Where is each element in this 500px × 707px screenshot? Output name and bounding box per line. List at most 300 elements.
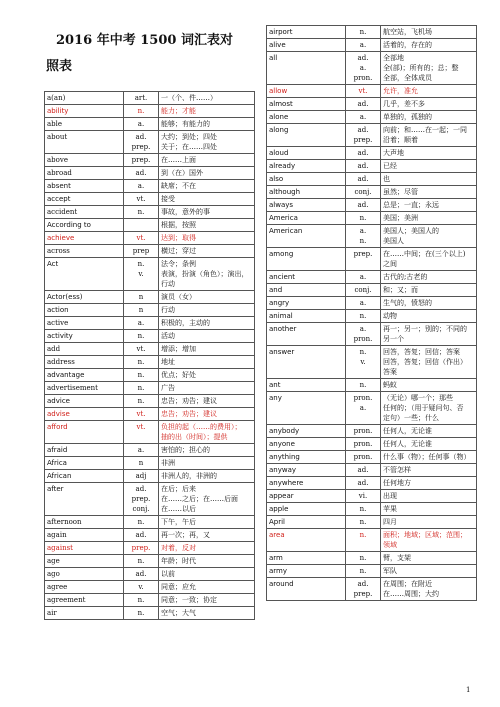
- meaning-line: 根据，按照: [161, 221, 196, 229]
- pos-cell: [124, 167, 159, 180]
- word-cell: American: [267, 225, 346, 248]
- pos-line: a.: [359, 227, 367, 235]
- word-cell: after: [45, 483, 124, 516]
- word-cell: among: [267, 248, 346, 271]
- meaning-line: 再一；另一；别的；不同的: [383, 325, 467, 333]
- meaning-line: 大声地: [383, 149, 404, 157]
- vocabulary-table-right: [266, 25, 477, 601]
- pos-cell: [346, 199, 381, 212]
- meaning-line: 在……以后: [161, 505, 196, 513]
- meaning-cell: [159, 382, 255, 395]
- meaning-cell: [381, 271, 477, 284]
- pos-cell: [346, 284, 381, 297]
- meaning-line: 到（在）国外: [161, 169, 203, 177]
- word-cell: apple: [267, 503, 346, 516]
- word-cell: a(an): [45, 92, 124, 105]
- pos-line: n.: [359, 505, 367, 513]
- meaning-line: 全部，全体成员: [383, 74, 432, 82]
- meaning-cell: [159, 369, 255, 382]
- word-cell: address: [45, 356, 124, 369]
- pos-cell: [346, 425, 381, 438]
- table-row: [267, 124, 477, 147]
- meaning-line: 答案: [383, 368, 397, 376]
- pos-line: vi.: [358, 492, 368, 500]
- pos-cell: [124, 92, 159, 105]
- table-row: [45, 594, 255, 607]
- meaning-line: 忠告；劝告；建议: [161, 397, 217, 405]
- meaning-line: 和；又；而: [383, 286, 418, 294]
- table-row: [267, 52, 477, 85]
- title-line-2: 照表: [46, 59, 73, 74]
- meaning-line: 行动: [161, 306, 175, 314]
- pos-line: pron.: [353, 335, 373, 343]
- meaning-line: 下午，午后: [161, 518, 196, 526]
- pos-cell: [346, 85, 381, 98]
- word-cell: ant: [267, 379, 346, 392]
- table-row: [45, 317, 255, 330]
- pos-line: pron.: [353, 74, 373, 82]
- word-cell: advise: [45, 408, 124, 421]
- meaning-line: 航空站，飞机场: [383, 28, 432, 36]
- word-cell: about: [45, 131, 124, 154]
- pos-cell: [124, 118, 159, 131]
- meaning-line: 另一个: [383, 335, 404, 343]
- meaning-line: 出现: [383, 492, 397, 500]
- meaning-line: 对着，反对: [161, 544, 196, 552]
- meaning-cell: [381, 578, 477, 601]
- pos-line: ad.: [357, 126, 369, 134]
- meaning-line: 大约；到处；四处: [161, 133, 217, 141]
- pos-line: v.: [360, 358, 366, 366]
- table-row: [45, 105, 255, 118]
- meaning-line: 达到；取得: [161, 234, 196, 242]
- meaning-cell: [159, 330, 255, 343]
- meaning-line: 面积；地域；区域；范围；: [383, 531, 467, 539]
- table-row: [267, 199, 477, 212]
- pos-line: n: [138, 293, 144, 301]
- meaning-line: 美国人；美国人的: [383, 227, 439, 235]
- pos-cell: [124, 369, 159, 382]
- pos-line: ad.: [135, 169, 147, 177]
- meaning-cell: [381, 425, 477, 438]
- meaning-cell: [159, 180, 255, 193]
- table-row: [267, 438, 477, 451]
- pos-line: [126, 220, 156, 230]
- meaning-line: 非洲人的，非洲的: [161, 472, 217, 480]
- table-row: [45, 180, 255, 193]
- table-row: [267, 225, 477, 248]
- meaning-cell: [159, 304, 255, 317]
- meaning-line: 在后；后来: [161, 485, 196, 493]
- pos-cell: [346, 529, 381, 552]
- word-cell: accept: [45, 193, 124, 206]
- table-row: [267, 147, 477, 160]
- table-row: [45, 193, 255, 206]
- pos-cell: [124, 483, 159, 516]
- word-cell: already: [267, 160, 346, 173]
- meaning-line: 法令；条例: [161, 260, 196, 268]
- pos-line: pron.: [353, 453, 373, 461]
- pos-line: prep.: [353, 136, 373, 144]
- pos-line: n.: [359, 348, 367, 356]
- meaning-cell: [381, 26, 477, 39]
- word-cell: area: [267, 529, 346, 552]
- word-cell: achieve: [45, 232, 124, 245]
- pos-cell: [124, 304, 159, 317]
- pos-cell: [124, 470, 159, 483]
- pos-line: n.: [359, 237, 367, 245]
- pos-line: ad.: [357, 580, 369, 588]
- table-row: [267, 451, 477, 464]
- table-row: [267, 212, 477, 225]
- pos-line: ad.: [357, 162, 369, 170]
- table-row: [45, 516, 255, 529]
- pos-cell: [124, 105, 159, 118]
- pos-cell: [346, 451, 381, 464]
- pos-line: n.: [137, 332, 145, 340]
- table-row: [45, 408, 255, 421]
- table-row: [45, 421, 255, 444]
- pos-line: a.: [359, 404, 367, 412]
- pos-line: a.: [359, 273, 367, 281]
- meaning-cell: [381, 346, 477, 379]
- meaning-line: 全(部)；所有的；总；整: [383, 64, 459, 72]
- meaning-line: 几乎，差不多: [383, 100, 425, 108]
- meaning-line: 苹果: [383, 505, 397, 513]
- table-row: [267, 98, 477, 111]
- meaning-cell: [381, 160, 477, 173]
- pos-cell: [124, 421, 159, 444]
- pos-cell: [124, 317, 159, 330]
- table-row: [45, 330, 255, 343]
- table-row: [267, 26, 477, 39]
- meaning-cell: [159, 206, 255, 219]
- pos-cell: [124, 444, 159, 457]
- meaning-line: 再一次；再，又: [161, 531, 210, 539]
- meaning-cell: [159, 529, 255, 542]
- word-cell: around: [267, 578, 346, 601]
- table-row: [45, 258, 255, 291]
- table-row: [267, 310, 477, 323]
- pos-cell: [346, 52, 381, 85]
- meaning-line: 年龄；时代: [161, 557, 196, 565]
- pos-line: n.: [359, 567, 367, 575]
- pos-line: vt.: [136, 345, 146, 353]
- pos-line: a.: [359, 64, 367, 72]
- pos-cell: [346, 297, 381, 310]
- pos-line: a.: [137, 182, 145, 190]
- pos-line: n.: [137, 557, 145, 565]
- table-row: [45, 304, 255, 317]
- meaning-cell: [381, 503, 477, 516]
- meaning-line: 表演，扮演（角色）；演出，: [161, 270, 249, 278]
- table-row: [267, 173, 477, 186]
- pos-cell: [346, 392, 381, 425]
- table-row: [267, 186, 477, 199]
- pos-line: a.: [137, 120, 145, 128]
- word-cell: agreement: [45, 594, 124, 607]
- pos-cell: [124, 343, 159, 356]
- table-row: [45, 206, 255, 219]
- pos-line: vt.: [136, 423, 146, 431]
- meaning-cell: [381, 186, 477, 199]
- meaning-line: 关于；在……四处: [161, 143, 217, 151]
- word-cell: afford: [45, 421, 124, 444]
- pos-line: prep: [132, 247, 150, 255]
- pos-cell: [124, 131, 159, 154]
- table-row: [267, 464, 477, 477]
- table-row: [45, 457, 255, 470]
- meaning-line: 事故，意外的事: [161, 208, 210, 216]
- meaning-line: 动物: [383, 312, 397, 320]
- word-cell: alone: [267, 111, 346, 124]
- pos-line: ad.: [135, 531, 147, 539]
- word-cell: accident: [45, 206, 124, 219]
- pos-line: a.: [137, 446, 145, 454]
- word-cell: animal: [267, 310, 346, 323]
- meaning-line: 优点；好处: [161, 371, 196, 379]
- meaning-line: 定句）一些；什么: [383, 414, 439, 422]
- meaning-line: 在……中间；在(三个以上): [383, 250, 466, 258]
- table-row: [45, 219, 255, 232]
- meaning-cell: [159, 131, 255, 154]
- pos-cell: [124, 457, 159, 470]
- pos-line: art.: [134, 94, 148, 102]
- table-row: [267, 516, 477, 529]
- pos-line: n.: [137, 596, 145, 604]
- pos-line: n.: [137, 208, 145, 216]
- table-row: [267, 284, 477, 297]
- table-row: [267, 425, 477, 438]
- word-cell: anyway: [267, 464, 346, 477]
- table-row: [45, 607, 255, 620]
- meaning-cell: [381, 173, 477, 186]
- pos-line: adj: [135, 472, 147, 480]
- meaning-cell: [381, 379, 477, 392]
- pos-line: n.: [359, 214, 367, 222]
- meaning-cell: [159, 555, 255, 568]
- meaning-line: 地址: [161, 358, 175, 366]
- table-row: [45, 291, 255, 304]
- word-cell: and: [267, 284, 346, 297]
- meaning-cell: [381, 225, 477, 248]
- table-row: [267, 271, 477, 284]
- pos-line: n: [138, 459, 144, 467]
- table-row: [267, 503, 477, 516]
- meaning-cell: [159, 444, 255, 457]
- meaning-line: 军队: [383, 567, 397, 575]
- table-row: [45, 581, 255, 594]
- pos-cell: [346, 379, 381, 392]
- meaning-cell: [159, 516, 255, 529]
- pos-cell: [124, 529, 159, 542]
- meaning-cell: [159, 594, 255, 607]
- word-cell: ago: [45, 568, 124, 581]
- pos-line: v.: [138, 270, 144, 278]
- meaning-line: 不管怎样: [383, 466, 411, 474]
- meaning-cell: [159, 167, 255, 180]
- word-cell: angry: [267, 297, 346, 310]
- table-row: [267, 490, 477, 503]
- meaning-line: 在……上面: [161, 156, 196, 164]
- table-row: [45, 483, 255, 516]
- table-row: [267, 248, 477, 271]
- table-row: [267, 323, 477, 346]
- pos-cell: [124, 330, 159, 343]
- meaning-cell: [159, 356, 255, 369]
- meaning-line: 演员（女）: [161, 293, 196, 301]
- word-cell: action: [45, 304, 124, 317]
- pos-cell: [124, 607, 159, 620]
- pos-line: n: [138, 306, 144, 314]
- meaning-cell: [381, 490, 477, 503]
- meaning-cell: [381, 85, 477, 98]
- meaning-cell: [381, 552, 477, 565]
- meaning-line: 同意；应允: [161, 583, 196, 591]
- word-cell: age: [45, 555, 124, 568]
- meaning-line: 四月: [383, 518, 397, 526]
- meaning-line: 负担的起（……的费用）；: [161, 423, 242, 431]
- word-cell: appear: [267, 490, 346, 503]
- table-row: [45, 470, 255, 483]
- pos-line: n.: [359, 554, 367, 562]
- meaning-cell: [381, 284, 477, 297]
- meaning-line: 横过；穿过: [161, 247, 196, 255]
- pos-line: ad.: [135, 133, 147, 141]
- pos-cell: [124, 232, 159, 245]
- meaning-cell: [159, 483, 255, 516]
- pos-line: vt.: [136, 234, 146, 242]
- pos-line: ad.: [135, 485, 147, 493]
- meaning-line: 在……之后；在……后面: [161, 495, 238, 503]
- word-cell: answer: [267, 346, 346, 379]
- pos-cell: [346, 160, 381, 173]
- table-row: [267, 529, 477, 552]
- word-cell: across: [45, 245, 124, 258]
- word-cell: Act: [45, 258, 124, 291]
- word-cell: almost: [267, 98, 346, 111]
- pos-cell: [346, 464, 381, 477]
- word-cell: allow: [267, 85, 346, 98]
- meaning-line: 全部地: [383, 54, 404, 62]
- meaning-line: 能力；才能: [161, 107, 196, 115]
- word-cell: arm: [267, 552, 346, 565]
- meaning-line: 生气的，愤怒的: [383, 299, 432, 307]
- word-cell: able: [45, 118, 124, 131]
- pos-cell: [346, 490, 381, 503]
- pos-line: a.: [359, 41, 367, 49]
- table-row: [45, 118, 255, 131]
- table-row: [45, 245, 255, 258]
- pos-line: n.: [359, 28, 367, 36]
- meaning-line: 总是；一直；永远: [383, 201, 439, 209]
- meaning-cell: [381, 199, 477, 212]
- meaning-cell: [159, 154, 255, 167]
- pos-line: a.: [359, 299, 367, 307]
- meaning-line: 领域: [383, 541, 397, 549]
- meaning-line: 之间: [383, 260, 397, 268]
- pos-line: n.: [137, 384, 145, 392]
- pos-line: n.: [137, 609, 145, 617]
- pos-line: vt.: [136, 195, 146, 203]
- word-cell: although: [267, 186, 346, 199]
- pos-line: ad.: [357, 175, 369, 183]
- pos-cell: [346, 323, 381, 346]
- pos-line: ad.: [357, 149, 369, 157]
- pos-line: pron.: [353, 427, 373, 435]
- meaning-cell: [381, 323, 477, 346]
- pos-line: pron.: [353, 394, 373, 402]
- word-cell: afraid: [45, 444, 124, 457]
- pos-line: prep.: [131, 156, 151, 164]
- pos-line: prep.: [131, 495, 151, 503]
- meaning-line: 活动: [161, 332, 175, 340]
- vocabulary-table-left: [44, 91, 255, 620]
- meaning-line: 什么事（物）；任何事（物）: [383, 453, 471, 461]
- pos-cell: [124, 594, 159, 607]
- pos-cell: [346, 111, 381, 124]
- meaning-line: 积极的，主动的: [161, 319, 210, 327]
- meaning-line: 任何的；（用于疑问句、否: [383, 404, 464, 412]
- table-row: [45, 529, 255, 542]
- meaning-cell: [159, 581, 255, 594]
- word-cell: another: [267, 323, 346, 346]
- meaning-cell: [159, 421, 255, 444]
- meaning-cell: [159, 193, 255, 206]
- meaning-line: 沿着；顺着: [383, 136, 418, 144]
- meaning-cell: [159, 232, 255, 245]
- meaning-line: 蚂蚁: [383, 381, 397, 389]
- pos-line: a.: [137, 319, 145, 327]
- word-cell: Actor(ess): [45, 291, 124, 304]
- word-cell: air: [45, 607, 124, 620]
- meaning-cell: [381, 98, 477, 111]
- meaning-line: 虽然；尽管: [383, 188, 418, 196]
- word-cell: always: [267, 199, 346, 212]
- meaning-line: （无论）哪一个；那些: [383, 394, 453, 402]
- meaning-cell: [159, 245, 255, 258]
- meaning-line: 在……周围；大约: [383, 590, 439, 598]
- meaning-line: 活着的，存在的: [383, 41, 432, 49]
- meaning-cell: [381, 52, 477, 85]
- meaning-line: 广告: [161, 384, 175, 392]
- pos-cell: [346, 98, 381, 111]
- meaning-cell: [159, 542, 255, 555]
- word-cell: ability: [45, 105, 124, 118]
- table-row: [45, 92, 255, 105]
- pos-line: ad.: [357, 466, 369, 474]
- table-row: [45, 232, 255, 245]
- pos-cell: [346, 124, 381, 147]
- word-cell: all: [267, 52, 346, 85]
- pos-cell: [346, 346, 381, 379]
- meaning-line: 同意；一致；协定: [161, 596, 217, 604]
- word-cell: alive: [267, 39, 346, 52]
- meaning-line: 接受: [161, 195, 175, 203]
- meaning-line: 允许，准允: [383, 87, 418, 95]
- pos-cell: [346, 26, 381, 39]
- meaning-cell: [159, 317, 255, 330]
- meaning-cell: [159, 457, 255, 470]
- pos-cell: [346, 503, 381, 516]
- pos-line: prep.: [131, 143, 151, 151]
- meaning-line: 任何人，无论谁: [383, 427, 432, 435]
- table-row: [267, 578, 477, 601]
- pos-cell: [124, 291, 159, 304]
- pos-cell: [346, 271, 381, 284]
- document-title: [46, 30, 266, 78]
- meaning-cell: [381, 392, 477, 425]
